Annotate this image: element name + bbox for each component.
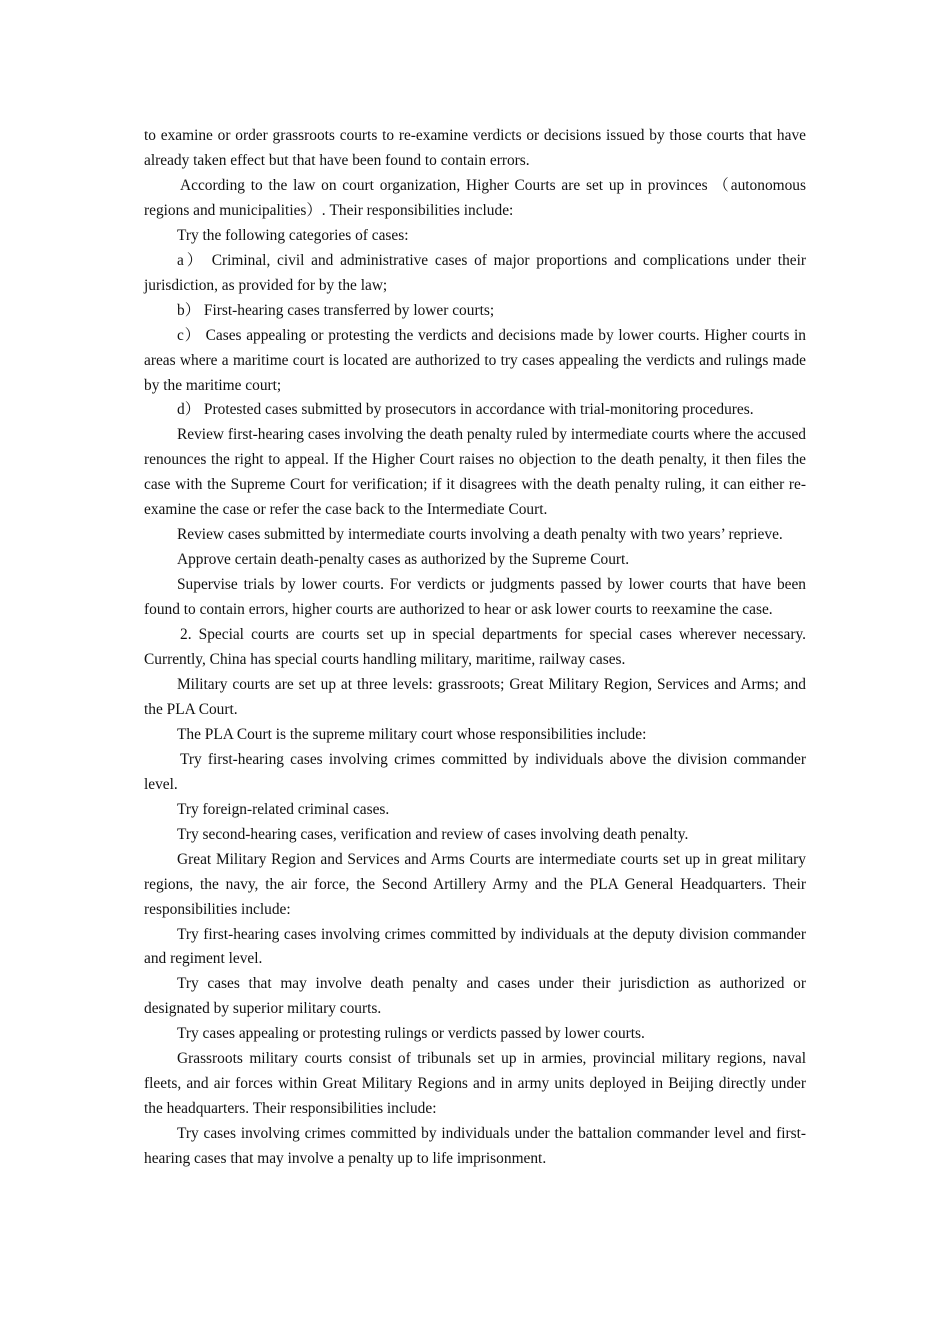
paragraph: to examine or order grassroots courts to re-examine verdicts or decisions issued by those courts that have already taken effect but that have been found to contain errors. [144,127,806,169]
paragraph: Supervise trials by lower courts. For verdicts or judgments passed by lower courts that have been found to contain errors, higher courts are authorized to hear or ask lower courts to reexamine the case. [144,576,806,619]
paragraph: Try first-hearing cases involving crimes committed by individuals at the deputy division commander and regiment level. [144,925,806,968]
paragraph: The PLA Court is the supreme military court whose responsibilities include: [177,725,647,743]
paragraph: According to the law on court organization, Higher Courts are set up in provinces （autonomous regions and municipalities）. Their responsibilities include: [144,176,806,219]
paragraph: 2. Special courts are courts set up in special departments for special cases wherever necessary. Currently, China has special courts handling military, maritime, railway cases. [144,626,806,669]
paragraph: Great Military Region and Services and Arms Courts are intermediate courts set up in great military regions, the navy, the air force, the Second Artillery Army and the PLA General Headquarters. Their responsibilities include: [144,850,806,918]
paragraph: Try the following categories of cases: [177,226,409,244]
paragraph: Try first-hearing cases involving crimes committed by individuals above the division commander level. [144,750,806,793]
paragraph: Try foreign-related criminal cases. [177,800,390,818]
paragraph: Try cases that may involve death penalty and cases under their jurisdiction as authorized or designated by superior military courts. [144,975,806,1018]
body-text [144,124,806,1172]
paragraph: Approve certain death-penalty cases as authorized by the Supreme Court. [177,551,630,569]
list-item: d） Protested cases submitted by prosecutors in accordance with trial-monitoring procedures. [177,401,754,419]
list-item: c） Cases appealing or protesting the verdicts and decisions made by lower courts. Higher courts in areas where a maritime court is located are authorized to try cases appealing the verdicts and rulings made by the maritime court; [144,326,806,394]
list-item: a） Criminal, civil and administrative cases of major proportions and complications under their jurisdiction, as provided for by the law; [144,251,806,294]
paragraph: Military courts are set up at three levels: grassroots; Great Military Region, Services and Arms; and the PLA Court. [144,675,806,718]
paragraph: Try cases appealing or protesting rulings or verdicts passed by lower courts. [177,1025,645,1043]
paragraph: Review first-hearing cases involving the death penalty ruled by intermediate courts where the accused renounces the right to appeal. If the Higher Court raises no objection to the death penalty, it then files the case with the Supreme Court for verification; if it disagrees with the death penalty ruling, it can either re-examine the case or refer the case back to the Intermediate Court. [144,426,806,519]
paragraph: Review cases submitted by intermediate courts involving a death penalty with two years’ reprieve. [177,526,783,544]
list-item: b） First-hearing cases transferred by lower courts; [177,301,495,319]
paragraph: Grassroots military courts consist of tribunals set up in armies, provincial military regions, naval fleets, and air forces within Great Military Regions and in army units deployed in Beijing directly under the headquarters. Their responsibilities include: [144,1050,806,1118]
paragraph: Try second-hearing cases, verification and review of cases involving death penalty. [177,825,689,843]
paragraph: Try cases involving crimes committed by individuals under the battalion commander level and first-hearing cases that may involve a penalty up to life imprisonment. [144,1125,806,1168]
